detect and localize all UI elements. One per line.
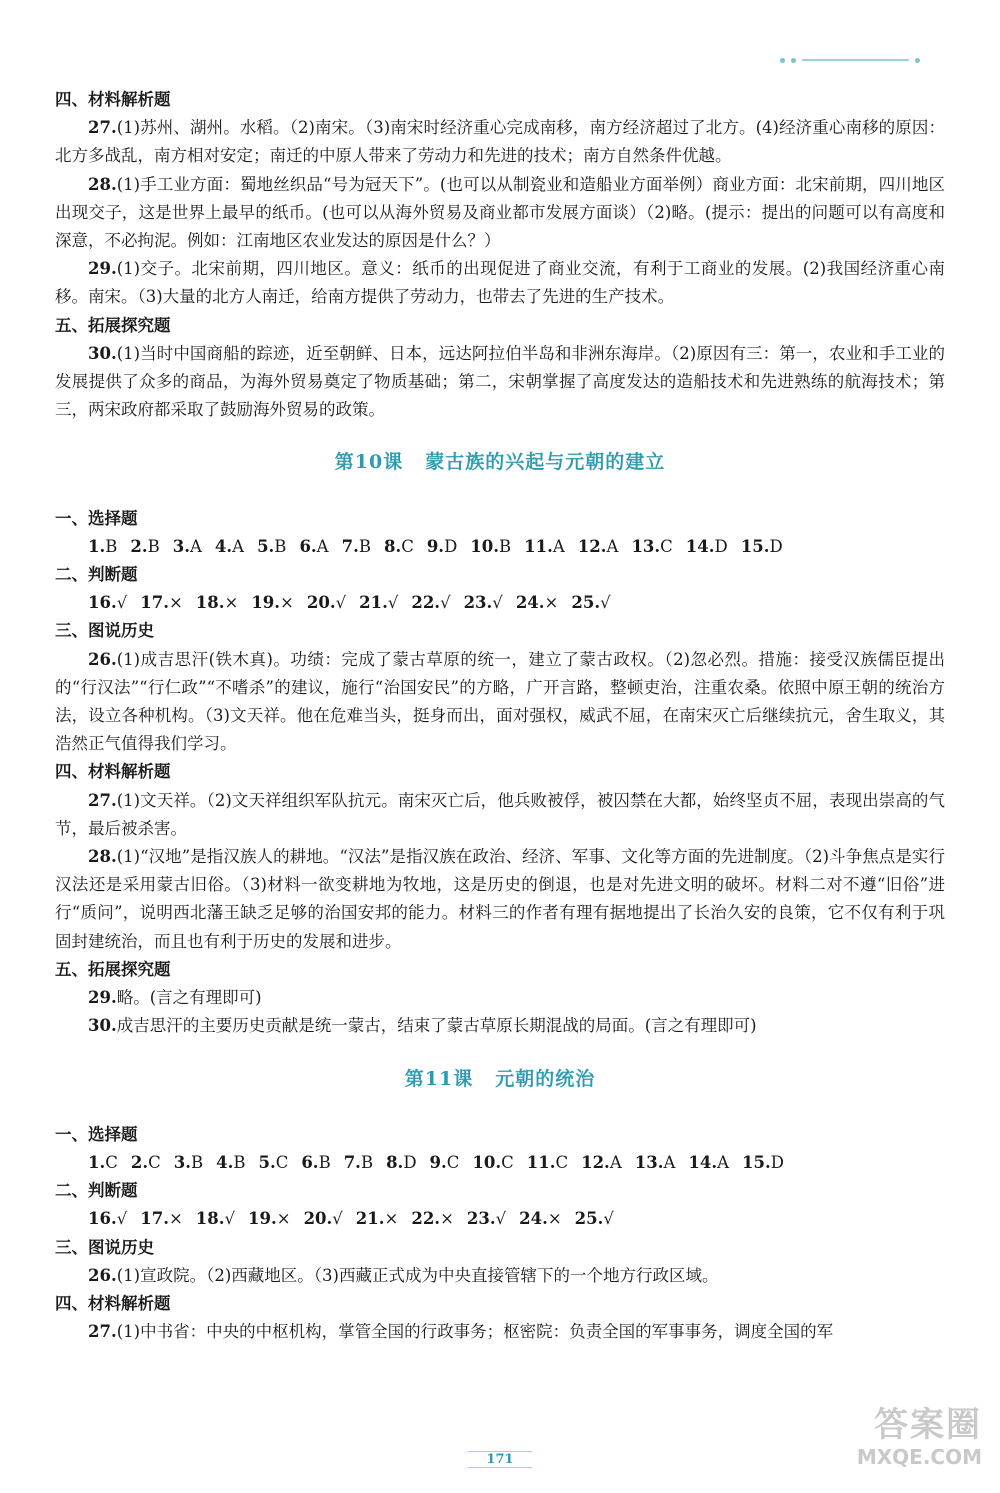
answer-number: 9. (429, 1152, 447, 1172)
answer-value: B (274, 536, 287, 556)
answer-item (174, 1149, 203, 1177)
answer-value: A (552, 536, 565, 556)
answer-item (344, 1149, 373, 1177)
answer-value: √ (440, 593, 451, 613)
answer-item (251, 589, 294, 617)
answer-item (575, 1205, 614, 1233)
answer-item (519, 1205, 562, 1233)
answer-number: 24. (519, 1209, 548, 1229)
answer-number: 25. (571, 593, 601, 613)
answer-item (196, 589, 239, 617)
answer-number: 1. (88, 1152, 106, 1172)
answer-item (359, 589, 398, 617)
answer-number: 11. (524, 536, 553, 556)
answer-value: B (105, 536, 118, 556)
answer-value: A (232, 536, 245, 556)
answer-value: C (446, 1152, 460, 1172)
answer-value: × (224, 593, 239, 613)
answer-value: C (401, 536, 414, 556)
judge-answers (88, 1205, 945, 1233)
answer-value: √ (387, 593, 399, 613)
answer-value: B (147, 536, 160, 556)
answer-paragraph: 26.(1)成吉思汗(铁木真)。功绩：完成了蒙古草原的统一，建立了蒙古政权。（2)忽必烈。措施：接受汉族儒臣提出的“行汉法”“行仁政”“不嗜杀”的建议，施行“治国安民”的方略，广开言路，整顿吏治，注重农桑。依照中原王朝的统治方法，设立各种机构。（3)文天祥。他在危难当头，挺身而出，面对强权，威武不屈，在南宋灭亡后继续抗元，舍生取义，其浩然正气值得我们学习。 (55, 649, 945, 754)
answer-number: 22. (411, 593, 441, 613)
answer-number: 6. (299, 536, 317, 556)
lesson-title (55, 1065, 945, 1093)
answer-number: 22. (411, 1209, 441, 1229)
answer-number: 18. (195, 593, 225, 613)
answer-number: 21. (359, 593, 388, 613)
answer-number: 18. (195, 1209, 225, 1229)
answer-item (131, 1149, 161, 1177)
answer-value: √ (603, 1209, 614, 1229)
answer-item (464, 589, 503, 617)
answer-item (301, 1149, 330, 1177)
answer-number: 10. (472, 1152, 502, 1172)
answer-number: 4. (216, 1152, 234, 1172)
page-number: 171 (0, 1452, 1000, 1467)
answer-number: 12. (581, 1152, 610, 1172)
answer-item (524, 533, 565, 561)
answer-value: C (148, 1152, 161, 1172)
answer-item (384, 533, 414, 561)
answer-number: 9. (426, 536, 445, 556)
answer-value: B (318, 1152, 331, 1172)
choice-answers (88, 1149, 945, 1177)
section-heading: 三、图说历史 (55, 1237, 154, 1257)
answer-value: A (189, 536, 202, 556)
section-heading: 三、图说历史 (55, 621, 154, 641)
section-heading: 五、拓展探究题 (55, 315, 171, 335)
answer-item (742, 1149, 784, 1177)
answer-item (299, 533, 328, 561)
content (55, 86, 945, 1346)
answer-item (688, 1149, 729, 1177)
answer-value: D (444, 536, 458, 556)
answer-value: √ (495, 1209, 507, 1229)
section-heading: 四、材料解析题 (55, 762, 171, 782)
answer-value: × (544, 593, 559, 613)
watermark-text: 答案圈 (874, 1405, 982, 1445)
answer-value: × (547, 1209, 562, 1229)
answer-item (686, 533, 728, 561)
answer-item (427, 533, 457, 561)
answer-number: 15. (740, 536, 770, 556)
answer-number: 16. (88, 593, 117, 613)
answer-paragraph: 30.成吉思汗的主要历史贡献是统一蒙古，结束了蒙古草原长期混战的局面。(言之有理即可) (88, 1016, 757, 1036)
answer-number: 16. (88, 1209, 117, 1229)
answer-value: × (168, 593, 183, 613)
answer-value: D (769, 536, 783, 556)
answer-item (386, 1149, 416, 1177)
answer-item (342, 533, 371, 561)
answer-item (258, 1149, 288, 1177)
answer-number: 23. (463, 593, 493, 613)
answer-item (173, 533, 202, 561)
answer-item (527, 1149, 568, 1177)
answer-value: D (770, 1152, 784, 1172)
section-heading: 二、判断题 (55, 565, 138, 585)
answer-item (216, 1149, 245, 1177)
answer-item (631, 533, 672, 561)
answer-number: 7. (343, 1152, 361, 1172)
answer-item (581, 1149, 622, 1177)
answer-paragraph: 26.(1)宣政院。（2)西藏地区。（3)西藏正式成为中央直接管辖下的一个地方行政区域。 (88, 1265, 719, 1285)
answer-number: 14. (685, 536, 715, 556)
answer-value: C (660, 536, 673, 556)
answer-number: 12. (577, 536, 607, 556)
answer-number: 13. (634, 1152, 664, 1172)
decor-dot (915, 58, 920, 63)
answer-item (215, 533, 244, 561)
decor-line (802, 59, 909, 61)
answer-value: √ (116, 593, 128, 613)
decor-dot (780, 58, 785, 63)
answer-value: √ (332, 1209, 343, 1229)
answer-item (578, 533, 619, 561)
answer-number: 14. (688, 1152, 718, 1172)
answer-number: 17. (140, 1209, 169, 1229)
answer-item (140, 589, 183, 617)
judge-answers (88, 589, 945, 617)
answer-number: 20. (306, 593, 336, 613)
answer-item (411, 589, 450, 617)
answer-number: 10. (470, 536, 500, 556)
decor-dot (791, 58, 796, 63)
lesson-title (55, 448, 945, 476)
answer-number: 4. (214, 536, 233, 556)
answer-value: √ (335, 593, 347, 613)
answer-number: 5. (258, 1152, 276, 1172)
answer-item (411, 1205, 454, 1233)
answer-value: C (275, 1152, 289, 1172)
lesson-name: 元朝的统治 (495, 1067, 596, 1090)
answer-value: D (714, 536, 728, 556)
answer-value: × (168, 1209, 183, 1229)
watermark-url: MXQE.COM (856, 1445, 982, 1469)
answer-item (130, 533, 159, 561)
answer-paragraph: 27.(1)苏州、湖州。水稻。（2)南宋。（3)南宋时经济重心完成南移，南方经济超过了北方。(4)经济重心南移的原因：北方多战乱，南方相对安定；南迁的中原人带来了劳动力和先进的技术；南方自然条件优越。 (55, 118, 945, 166)
answer-item (257, 533, 286, 561)
answer-item (88, 589, 127, 617)
answer-value: B (499, 536, 512, 556)
answer-number: 3. (172, 536, 190, 556)
answer-item (571, 589, 610, 617)
answer-number: 24. (515, 593, 545, 613)
answer-number: 25. (574, 1209, 604, 1229)
answer-item (307, 589, 346, 617)
answer-value: C (105, 1152, 118, 1172)
answer-value: A (663, 1152, 676, 1172)
answer-item (516, 589, 559, 617)
answer-value: √ (116, 1209, 128, 1229)
lesson-name: 蒙古族的兴起与元朝的建立 (425, 451, 666, 474)
answer-item (430, 1149, 460, 1177)
answer-value: × (276, 1209, 291, 1229)
answer-value: B (360, 1152, 374, 1172)
answer-item (88, 1149, 118, 1177)
answer-number: 21. (355, 1209, 385, 1229)
answer-value: × (280, 593, 294, 613)
answer-value: B (190, 1152, 204, 1172)
answer-paragraph: 28.(1)手工业方面：蜀地丝织品“号为冠天下”。(也可以从制瓷业和造船业方面举例）商业方面：北宋前期，四川地区出现交子，这是世界上最早的纸币。(也可以从海外贸易及商业都市发展方面谈）（2)略。(提示：提出的问题可以有高度和深意，不必拘泥。例如：江南地区农业发达的原因是什么？） (55, 174, 945, 251)
answer-value: √ (492, 593, 503, 613)
answer-value: √ (600, 593, 611, 613)
answer-number: 19. (251, 593, 281, 613)
answer-item (635, 1149, 676, 1177)
watermark-logo (812, 1405, 982, 1475)
answer-number: 2. (130, 1152, 149, 1172)
section-heading: 四、材料解析题 (55, 1293, 171, 1313)
answer-item (741, 533, 783, 561)
answer-value: C (555, 1152, 569, 1172)
lesson-number: 第10课 (334, 451, 404, 474)
section-heading: 五、拓展探究题 (55, 959, 171, 979)
answer-value: C (501, 1152, 514, 1172)
answer-item (88, 1205, 127, 1233)
answer-value: × (384, 1209, 399, 1229)
section-heading: 二、判断题 (55, 1181, 138, 1201)
answer-item (470, 533, 511, 561)
answer-number: 11. (526, 1152, 556, 1172)
answer-item (472, 1149, 513, 1177)
answer-item (356, 1205, 399, 1233)
section-heading: 四、材料解析题 (55, 90, 171, 109)
answer-value: × (440, 1209, 454, 1229)
answer-number: 20. (303, 1209, 333, 1229)
answer-value: D (403, 1152, 417, 1172)
answer-number: 23. (466, 1209, 496, 1229)
answer-number: 6. (301, 1152, 319, 1172)
header-decoration (780, 54, 920, 66)
lesson-number: 第11课 (404, 1067, 474, 1090)
answer-number: 7. (341, 536, 359, 556)
answer-paragraph: 29.略。(言之有理即可) (88, 988, 262, 1008)
answer-paragraph: 27.(1)中书省：中央的中枢机构，掌管全国的行政事务；枢密院：负责全国的军事事务，调度全国的军 (88, 1322, 834, 1342)
section-heading: 一、选择题 (55, 508, 138, 528)
answer-number: 8. (383, 536, 402, 556)
answer-item (304, 1205, 343, 1233)
answer-number: 19. (248, 1209, 277, 1229)
answer-item (467, 1205, 506, 1233)
answer-item (140, 1205, 183, 1233)
answer-value: √ (224, 1209, 236, 1229)
section-heading: 一、选择题 (55, 1124, 138, 1144)
answer-value: A (606, 536, 619, 556)
answer-value: A (717, 1152, 730, 1172)
answer-number: 2. (130, 536, 148, 556)
answer-number: 5. (257, 536, 275, 556)
answer-item (248, 1205, 291, 1233)
answer-item (196, 1205, 235, 1233)
answer-item (88, 533, 117, 561)
answer-value: A (609, 1152, 622, 1172)
answer-paragraph: 28.(1)“汉地”是指汉族人的耕地。“汉法”是指汉族在政治、经济、军事、文化等方面的先进制度。（2)斗争焦点是实行汉法还是采用蒙古旧俗。（3)材料一欲变耕地为牧地，这是历史的倒退，也是对先进文明的破坏。材料二对不遵“旧俗”进行“质问”，说明西北藩王缺乏足够的治国安邦的能力。材料三的作者有理有据地提出了长治久安的良策，它不仅有利于巩固封建统治，而且也有利于历史的发展和进步。 (55, 847, 945, 951)
answer-number: 3. (173, 1152, 191, 1172)
answer-paragraph: 27.(1)文天祥。（2)文天祥组织军队抗元。南宋灭亡后，他兵败被俘，被囚禁在大都，始终坚贞不屈，表现出崇高的气节，最后被杀害。 (55, 790, 945, 838)
answer-value: B (358, 536, 371, 556)
answer-number: 1. (88, 536, 106, 556)
answer-value: B (233, 1152, 246, 1172)
answer-paragraph: 29.(1)交子。北宋前期，四川地区。意义：纸币的出现促进了商业交流，有利于工商业的发展。(2)我国经济重心南移。南宋。（3)大量的北方人南迁，给南方提供了劳动力，也带去了先进的生产技术。 (55, 259, 945, 307)
answer-value: A (316, 536, 329, 556)
answer-number: 17. (140, 593, 169, 613)
choice-answers (88, 533, 945, 561)
answer-number: 8. (386, 1152, 404, 1172)
answer-number: 13. (631, 536, 661, 556)
answer-paragraph: 30.(1)当时中国商船的踪迹，近至朝鲜、日本，远达阿拉伯半岛和非洲东海岸。（2)原因有三：第一，农业和手工业的发展提供了众多的商品，为海外贸易奠定了物质基础；第二，宋朝掌握了高度发达的造船技术和先进熟练的航海技术；第三，两宋政府都采取了鼓励海外贸易的政策。 (55, 343, 945, 420)
answer-number: 15. (742, 1152, 771, 1172)
